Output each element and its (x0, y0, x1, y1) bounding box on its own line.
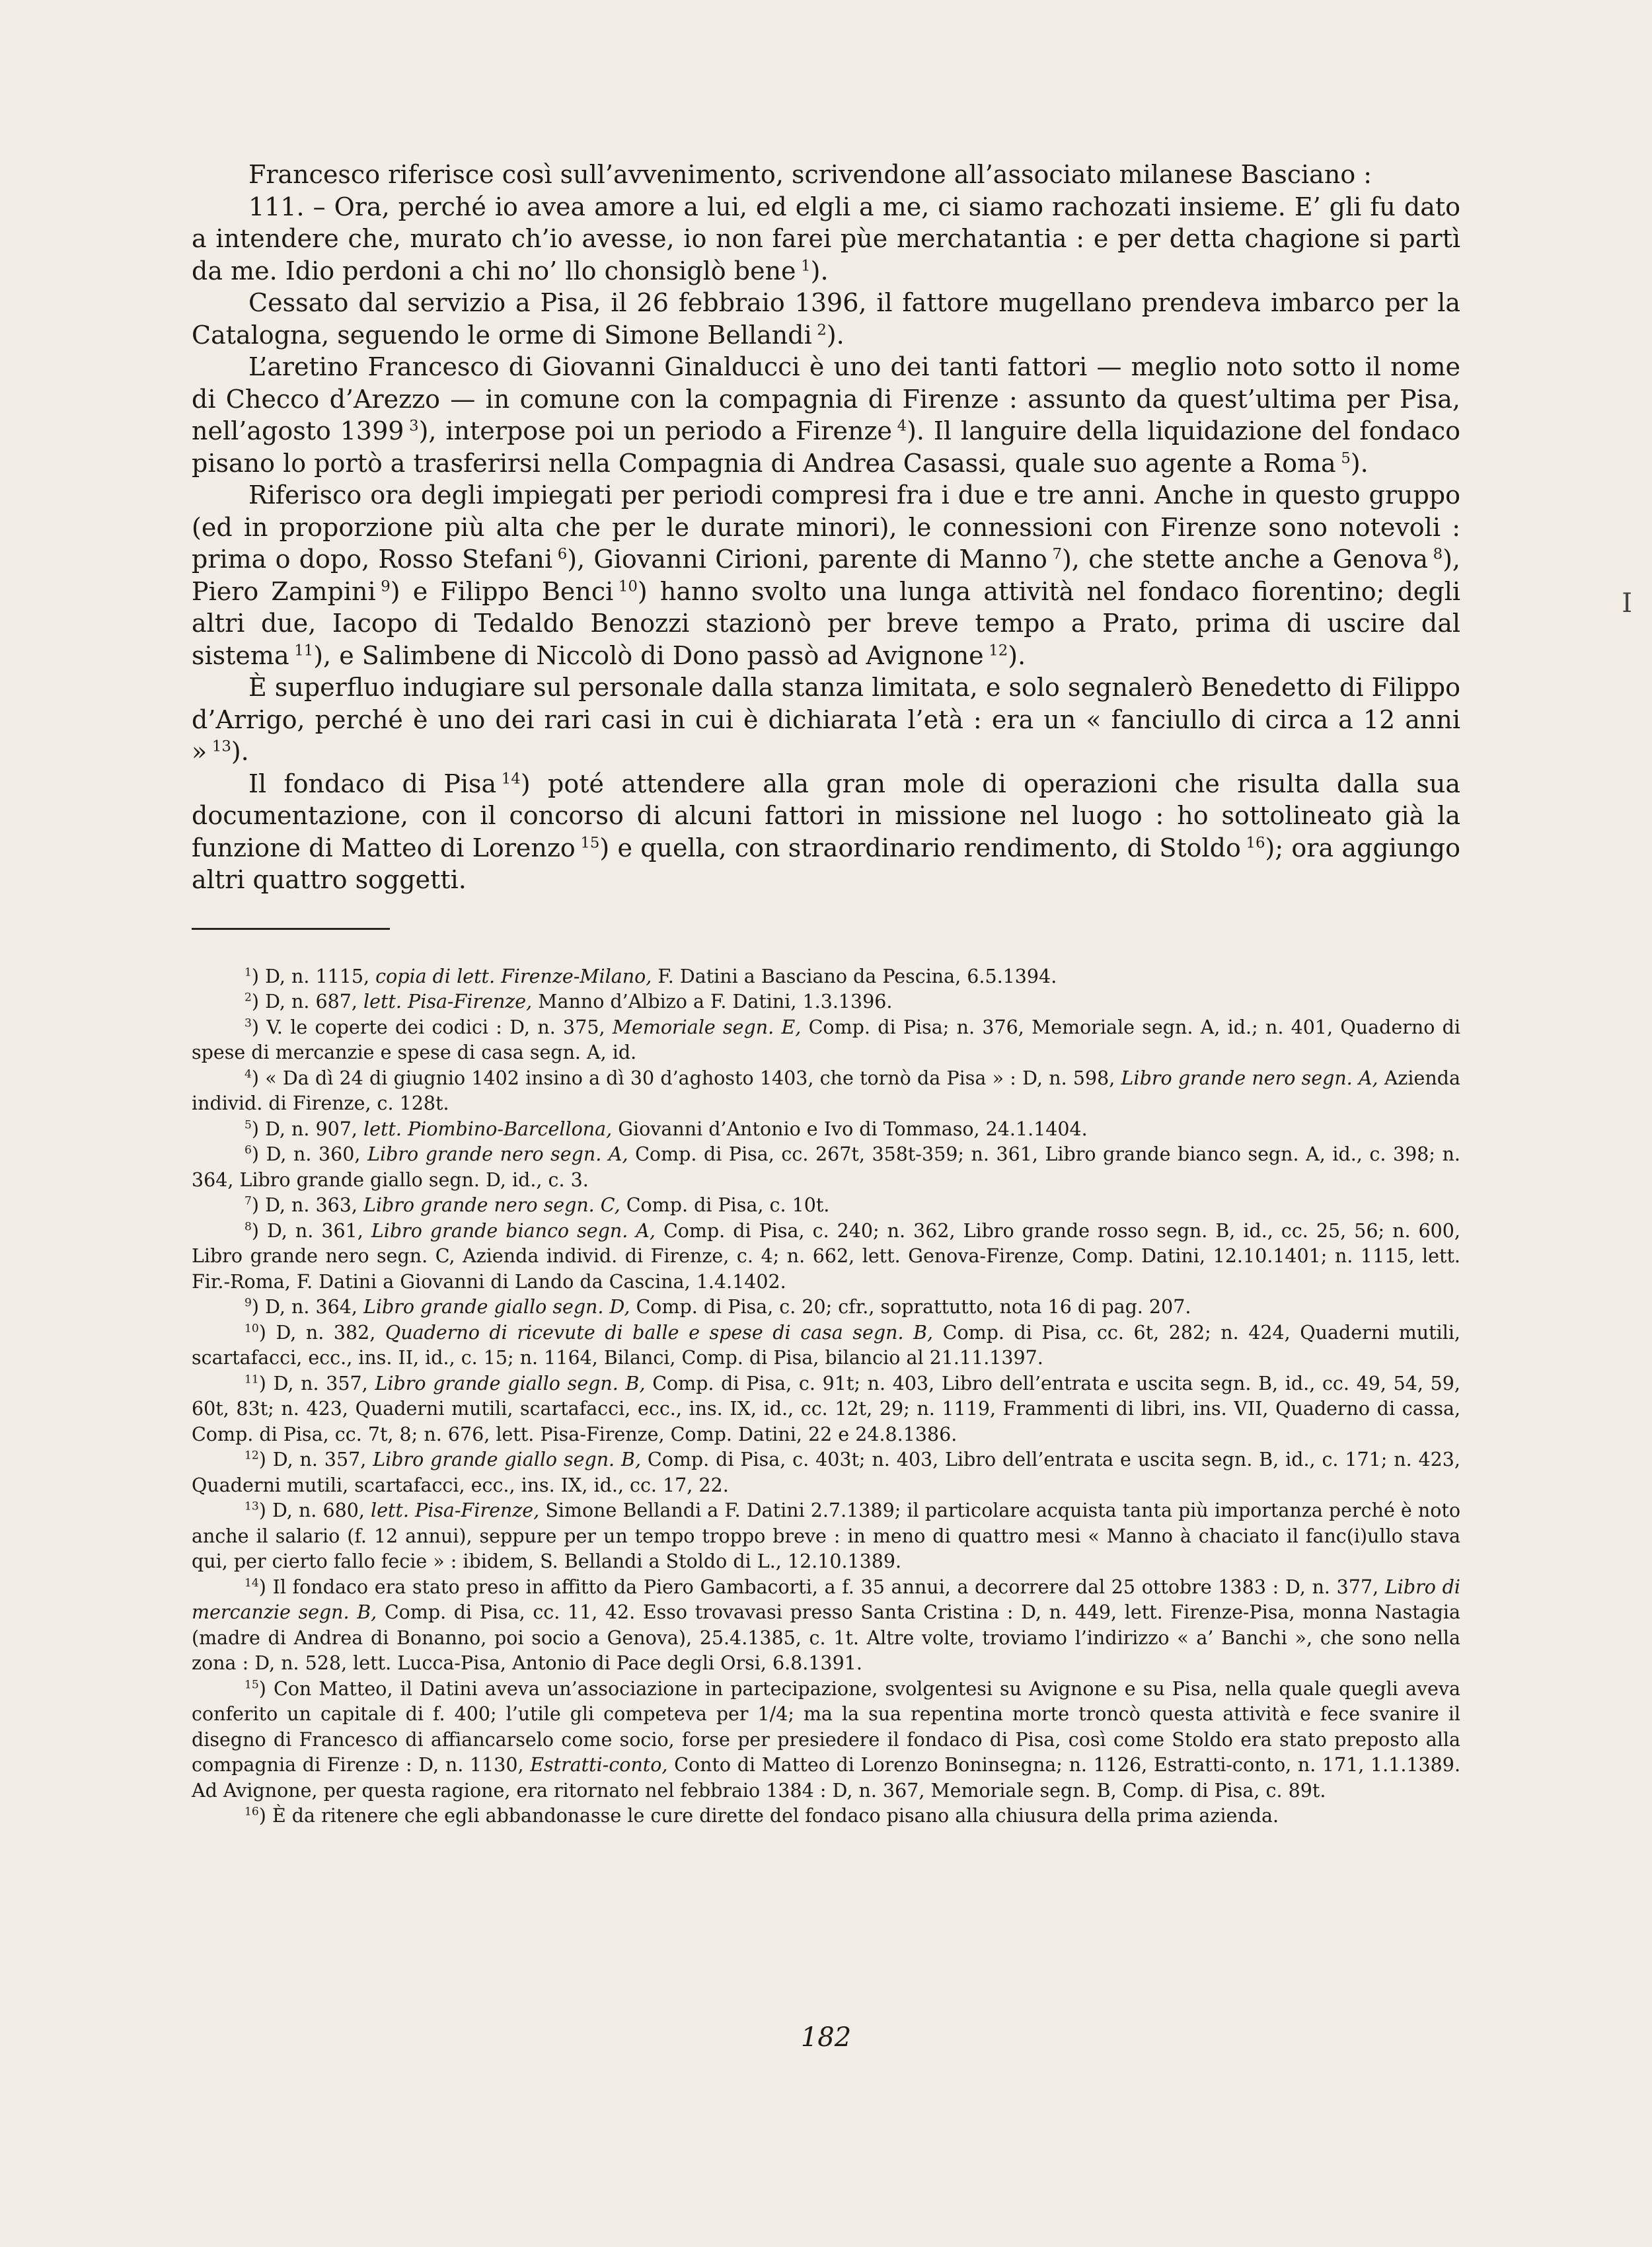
footnote-italic: lett. Piombino-Barcellona, (363, 1118, 613, 1140)
footnote-ref: 8 (1433, 545, 1443, 563)
footnote-text: ) « Da dì 24 di giugnio 1402 insino a dì 30 d’aghosto 1403, che tornò da Pisa » : D, n. 598, (251, 1067, 1121, 1089)
text-run: ) poté attendere alla gran mole di operazioni che risulta dalla sua documentazione, con il concorso di alcuni fattori in missione nel luogo : ho sottolineato già la funzione di Matteo di Lorenzo (192, 769, 1460, 862)
text-run: Riferisco ora degli impiegati per periodi compresi fra i due e tre anni. Anche in questo gruppo (ed in proporzione più alta che per le durate minori), le connessioni con Firenze sono notevoli : prima o dopo, Rosso Stefani (192, 480, 1460, 574)
text-run: Il fondaco di Pisa (248, 769, 497, 798)
footnote-rest: Conto di Matteo di Lorenzo Boninsegna; n. 1126, Estratti-conto, n. 171, 1.1.1389. Ad Avignone, per questa ragione, era ritornato nel febbraio 1384 : D, n. 367, Memoriale segn. B, Comp. di Pisa, c. 89t. (192, 1754, 1461, 1802)
footnote-number: 2 (244, 991, 252, 1005)
footnote-ref: 3 (409, 417, 419, 435)
footnote-number: 7 (244, 1194, 252, 1208)
footnote-ref: 5 (1341, 449, 1351, 467)
text-run: ), Giovanni Cirioni, parente di Manno (567, 545, 1047, 574)
footnote-rest: F. Datini a Basciano da Pescina, 6.5.1394. (652, 965, 1057, 987)
footnote-italic: Libro grande bianco segn. A, (371, 1219, 656, 1242)
footnote-italic: Memoriale segn. E, (612, 1016, 802, 1038)
footnote-text: ) V. le coperte dei codici : D, n. 375, (251, 1016, 613, 1038)
footnote-number: 13 (244, 1500, 259, 1513)
footnote-number: 3 (244, 1016, 252, 1030)
footnote-9 (192, 1295, 1460, 1320)
text-run: ), interpose poi un periodo a Firenze (418, 416, 892, 445)
text-run: ), che stette anche a Genova (1061, 545, 1428, 574)
text-run: È superfluo indugiare sul personale dalla stanza limitata, e solo segnalerò Benedetto di Filippo d’Arrigo, perché è uno dei rari casi in cui è dichiarata l’età : era un « fanciullo di circa a 12 anni » (192, 673, 1460, 766)
footnote-10 (192, 1320, 1460, 1371)
footnote-rest: Comp. di Pisa, c. 240; n. 362, Libro grande rosso segn. B, id., cc. 25, 56; n. 600, Libro grande nero segn. C, Azienda individ. di Firenze, c. 4; n. 662, lett. Genova-Firenze, Comp. Datini, 12.10.1401; n. 1115, lett. Fir.-Roma, F. Datini a Giovanni di Lando da Cascina, 1.4.1402. (192, 1219, 1460, 1293)
text-run: ). (231, 737, 249, 766)
footnote-divider (192, 928, 390, 930)
footnote-ref: 7 (1052, 545, 1062, 563)
paragraph-4 (192, 479, 1460, 671)
footnote-ref: 2 (817, 321, 827, 338)
footnote-italic: Libro grande giallo segn. B, (375, 1372, 646, 1394)
footnote-italic: Libro grande nero segn. A, (367, 1143, 628, 1165)
footnote-4 (192, 1066, 1460, 1117)
paragraph-5 (192, 671, 1460, 768)
footnote-15 (192, 1677, 1460, 1804)
footnote-number: 8 (244, 1220, 252, 1233)
footnote-number: 11 (244, 1373, 259, 1386)
footnote-11 (192, 1371, 1460, 1448)
paragraph-6 (192, 768, 1460, 896)
main-text (192, 159, 1460, 896)
footnote-number: 12 (244, 1449, 259, 1463)
footnote-ref: 11 (294, 641, 314, 659)
footnote-14 (192, 1575, 1460, 1677)
paragraph-3 (192, 351, 1460, 479)
text-run: ) e quella, con straordinario rendimento, di Stoldo (599, 833, 1241, 862)
footnote-text: ) Con Matteo, il Datini aveva un’associazione in partecipazione, svolgentesi su Avignone e su Pisa, nella quale quegli aveva conferito un capitale di f. 400; l’utile gli competeva per 1/4; ma la sua repentina morte troncò questa attività e fece svanire il disegno di Francesco di affiancarselo come socio, forse per presiedere il fondaco di Pisa, così come Stoldo era stato preposto alla compagnia di Firenze : D, n. 1130, (192, 1677, 1460, 1776)
footnote-rest: Comp. di Pisa, c. 403t; n. 403, Libro dell’entrata e uscita segn. B, id., c. 171; n. 423, Quaderni mutili, scartafacci, ecc., ins. IX, id., cc. 17, 22. (192, 1449, 1460, 1496)
footnote-text: ) D, n. 363, (251, 1194, 364, 1216)
footnote-text: ) D, n. 907, (251, 1118, 364, 1140)
text-run: ). Il languire della liquidazione del fondaco pisano lo portò a trasferirsi nella Compagnia di Andrea Casassi, quale suo agente a Roma (192, 416, 1460, 478)
footnote-italic: Libro grande giallo segn. B, (373, 1449, 642, 1470)
footnote-rest: Comp. di Pisa, cc. 6t, 282; n. 424, Quaderni mutili, scartafacci, ecc., ins. II, id., c. 15; n. 1164, Bilanci, Comp. di Pisa, bilancio al 21.11.1397. (192, 1321, 1460, 1369)
paragraph-1: Francesco riferisce così sull’avvenimento, scrivendone all’associato milanese Basciano : (248, 160, 1372, 189)
footnote-ref: 1 (801, 256, 811, 274)
footnote-13 (192, 1498, 1460, 1575)
text-run: ) hanno svolto una lunga attività nel fondaco fiorentino; degli altri due, Iacopo di Tedaldo Benozzi stazionò per breve tempo a Prato, prima di uscire dal sistema (192, 576, 1461, 670)
footnote-text: ) È da ritenere che egli abbandonasse le cure dirette del fondaco pisano alla chiusura della prima azienda. (258, 1805, 1279, 1827)
footnote-number: 4 (244, 1067, 252, 1081)
text-run: ). (1008, 640, 1026, 670)
footnote-number: 15 (244, 1678, 259, 1691)
footnote-12 (192, 1447, 1460, 1498)
footnote-7 (192, 1193, 1460, 1219)
footnote-ref: 12 (989, 641, 1008, 659)
footnote-ref: 9 (381, 577, 391, 595)
text-run: ), Piero Zampini (192, 545, 1460, 606)
footnotes (192, 964, 1460, 1829)
footnote-text: ) D, n. 687, (251, 991, 364, 1012)
footnote-italic: copia di lett. Firenze-Milano, (375, 965, 652, 987)
text-run: L’aretino Francesco di Giovanni Ginalducci è uno dei tanti fattori — meglio noto sotto il nome di Checco d’Arezzo — in comune con la compagnia di Firenze : assunto da quest’ultima per Pisa, nell’agosto 1399 (192, 352, 1460, 445)
text-run: ), e Salimbene di Niccolò di Dono passò ad Avignone (313, 640, 984, 670)
footnote-rest: Comp. di Pisa, c. 10t. (620, 1194, 830, 1216)
quote-text: 111. – Ora, perché io avea amore a lui, ed elgli a me, ci siamo rachozati insieme. E’ gli fu dato a intendere che, murato ch’io avesse, io non farei pùe merchatantia : e per detta chagione si partì da me. Idio perdoni a chi no’ llo chonsiglò bene (192, 192, 1460, 286)
footnote-number: 6 (244, 1143, 252, 1157)
footnote-number: 10 (244, 1322, 259, 1335)
footnote-ref: 14 (501, 769, 521, 787)
footnote-text: ) D, n. 680, (258, 1500, 371, 1521)
footnote-italic: Libro di mercanzie segn. B, (192, 1576, 1460, 1623)
footnote-number: 1 (244, 966, 252, 979)
page-number: 182 (800, 2022, 852, 2053)
footnote-italic: lett. Pisa-Firenze, (363, 991, 533, 1012)
footnote-5 (192, 1117, 1460, 1143)
footnote-number: 16 (244, 1805, 259, 1819)
footnote-rest: Manno d’Albizo a F. Datini, 1.3.1396. (532, 991, 893, 1012)
footnote-text: ) D, n. 382, (258, 1321, 385, 1344)
footnote-italic: Libro grande giallo segn. D, (363, 1296, 630, 1318)
footnote-ref: 6 (557, 545, 568, 563)
footnote-ref: 10 (618, 577, 638, 595)
footnote-rest: Giovanni d’Antonio e Ivo di Tommaso, 24.1.1404. (612, 1118, 1088, 1140)
page-body (192, 159, 1460, 1829)
footnote-ref: 4 (897, 417, 907, 435)
footnote-1 (192, 964, 1460, 990)
footnote-italic: lett. Pisa-Firenze, (370, 1500, 540, 1521)
footnote-ref: 15 (580, 833, 600, 851)
footnote-ref: 13 (211, 738, 231, 755)
footnote-text: ) D, n. 1115, (251, 965, 376, 987)
margin-mark: I (1622, 588, 1632, 619)
footnote-2 (192, 989, 1460, 1015)
footnote-text: ) D, n. 357, (258, 1449, 373, 1470)
footnote-number: 5 (244, 1118, 252, 1131)
paragraph-2 (192, 287, 1460, 351)
footnote-text: ) Il fondaco era stato preso in affitto da Piero Gambacorti, a f. 35 annui, a decorrere dal 25 ottobre 1383 : D, n. 377, (258, 1576, 1385, 1598)
footnote-italic: Libro grande nero segn. A, (1121, 1067, 1378, 1089)
text-run: ); ora aggiungo altri quattro soggetti. (192, 833, 1460, 894)
footnote-rest: Comp. di Pisa; n. 376, Memoriale segn. A, id.; n. 401, Quaderno di spese di mercanzie e spese di casa segn. A, id. (192, 1016, 1461, 1063)
footnote-6 (192, 1142, 1460, 1193)
footnote-8 (192, 1219, 1460, 1295)
paragraph-2-text: Cessato dal servizio a Pisa, il 26 febbraio 1396, il fattore mugellano prendeva imbarco per la Catalogna, seguendo le orme di Simone Bellandi (192, 288, 1460, 350)
footnote-text: ) D, n. 361, (251, 1219, 371, 1242)
footnote-ref: 16 (1246, 833, 1265, 851)
footnote-3 (192, 1015, 1460, 1066)
footnote-rest: Comp. di Pisa, cc. 11, 42. Esso trovavasi presso Santa Cristina : D, n. 449, lett. Firenze-Pisa, monna Nastagia (madre di Andrea di Bonanno, poi socio a Genova), 25.4.1385, c. 1t. Altre volte, troviamo l’indirizzo « a’ Banchi », che sono nella zona : D, n. 528, lett. Lucca-Pisa, Antonio di Pace degli Orsi, 6.8.1391. (192, 1601, 1461, 1674)
paragraph-2-end: ). (826, 320, 845, 350)
footnote-italic: Libro grande nero segn. C, (363, 1194, 620, 1216)
footnote-rest: Comp. di Pisa, cc. 267t, 358t-359; n. 361, Libro grande bianco segn. A, id., c. 398; n. 364, Libro grande giallo segn. D, id., c. 3. (192, 1143, 1460, 1191)
footnote-text: ) D, n. 357, (258, 1372, 375, 1394)
footnote-rest: Comp. di Pisa, c. 20; cfr., soprattutto, nota 16 di pag. 207. (630, 1296, 1191, 1318)
footnote-rest: Comp. di Pisa, c. 91t; n. 403, Libro dell’entrata e uscita segn. B, id., cc. 49, 54, 59, 60t, 83t; n. 423, Quaderni mutili, scartafacci, ecc., ins. IX, id., cc. 12t, 29; n. 1119, Frammenti di libri, ins. VII, Quaderno di cassa, Comp. di Pisa, cc. 7t, 8; n. 676, lett. Pisa-Firenze, Comp. Datini, 22 e 24.8.1386. (192, 1372, 1460, 1445)
text-run: ) e Filippo Benci (390, 576, 614, 606)
footnote-text: ) D, n. 360, (251, 1143, 368, 1165)
footnote-number: 14 (244, 1576, 259, 1589)
footnote-italic: Quaderno di ricevute di balle e spese di casa segn. B, (385, 1321, 934, 1344)
footnote-text: ) D, n. 364, (251, 1296, 364, 1318)
block-quote: 111. – Ora, perché io avea amore a lui, ed elgli a me, ci siamo rachozati insieme. E’ gli fu dato a intendere che, murato ch’io avesse, io non farei pùe merchatantia : e per detta chagione si partì da me. Idio perdoni a chi no’ llo chonsiglò bene $^1$). (192, 192, 1460, 286)
footnote-rest: Azienda individ. di Firenze, c. 128t. (192, 1067, 1460, 1114)
footnote-16 (192, 1804, 1460, 1829)
text-run: ). (1350, 448, 1369, 478)
footnote-number: 9 (244, 1296, 252, 1310)
footnote-italic: Estratti-conto, (530, 1754, 668, 1776)
footnote-rest: Simone Bellandi a F. Datini 2.7.1389; il particolare acquista tanta più importanza perché è noto anche il salario (f. 12 annui), seppure per un tempo troppo breve : in meno di quattro mesi « Manno à chaciato il fanc(i)ullo stava qui, per cierto fallo fecie » : ibidem, S. Bellandi a Stoldo di L., 12.10.1389. (192, 1500, 1460, 1572)
